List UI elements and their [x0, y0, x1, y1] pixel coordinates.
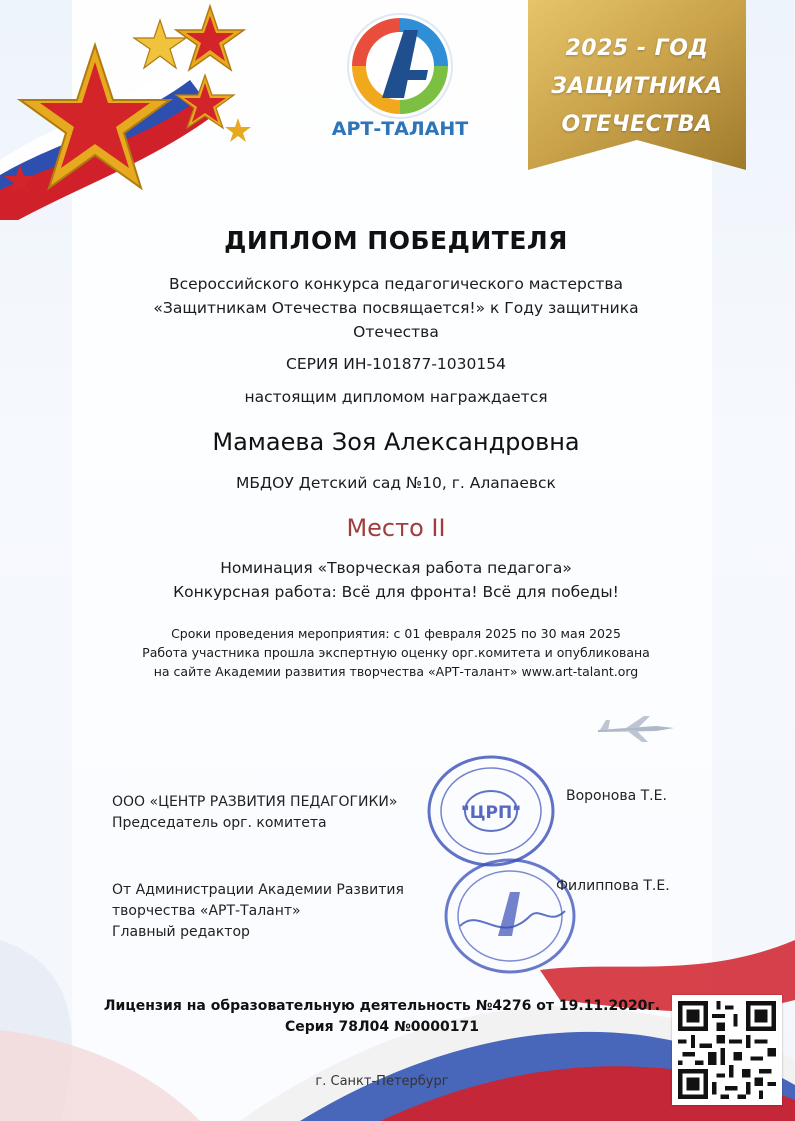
- license-line-1: Лицензия на образовательную деятельность №4276 от 19.11.2020г.: [103, 998, 661, 1014]
- event-details: [72, 624, 720, 681]
- ribbon-line-2: ЗАЩИТНИКА: [551, 74, 723, 99]
- crp-stamp-icon: [424, 752, 558, 870]
- logo-label: АРТ-ТАЛАНТ: [331, 118, 469, 140]
- recipient-name: Мамаева Зоя Александровна: [212, 428, 580, 456]
- qr-code-icon: [674, 997, 780, 1103]
- signature-org-1: ООО «ЦЕНТР РАЗВИТИЯ ПЕДАГОГИКИ»: [112, 794, 398, 810]
- city-label: г. Санкт-Петербург: [315, 1074, 449, 1089]
- nomination-block: [72, 556, 720, 604]
- series-number: СЕРИЯ ИН-101877-1030154: [286, 355, 506, 373]
- details-line-3: на сайте Академии развития творчества «АРТ-талант» www.art-talant.org: [153, 664, 639, 679]
- contest-line-3: Отечества: [353, 323, 439, 341]
- awarded-text: настоящим дипломом награждается: [244, 388, 548, 406]
- contest-line-2: «Защитникам Отечества посвящается!» к Году защитника: [153, 299, 639, 317]
- signature-line-2b: творчества «АРТ-Талант»: [112, 903, 301, 919]
- license-text: [72, 996, 692, 1038]
- ribbon-line-3: ОТЕЧЕСТВА: [561, 112, 713, 137]
- jet-plane-icon: [596, 712, 676, 744]
- signer-name-2: Филиппова Т.Е.: [556, 878, 670, 894]
- contest-line-1: Всероссийского конкурса педагогического мастерства: [168, 275, 624, 293]
- details-line-2: Работа участника прошла экспертную оценку орг.комитета и опубликована: [142, 645, 650, 660]
- signature-block-1: [112, 792, 397, 834]
- place-award: Место II: [346, 514, 446, 542]
- ribbon-text: [528, 30, 746, 144]
- signature-role-1: Председатель орг. комитета: [112, 815, 327, 831]
- qr-code[interactable]: [672, 995, 782, 1105]
- work-line: Конкурсная работа: Всё для фронта! Всё для победы!: [173, 583, 619, 601]
- contest-description: [72, 272, 720, 344]
- diploma-title: ДИПЛОМ ПОБЕДИТЕЛЯ: [224, 226, 568, 255]
- stamp-text: "ЦРП": [460, 803, 522, 823]
- signature-line-2c: Главный редактор: [112, 924, 250, 940]
- recipient-organization: МБДОУ Детский сад №10, г. Алапаевск: [236, 474, 556, 492]
- details-line-1: Сроки проведения мероприятия: с 01 февраля 2025 по 30 мая 2025: [171, 626, 621, 641]
- nomination-line: Номинация «Творческая работа педагога»: [220, 559, 572, 577]
- license-line-2: Серия 78Л04 №0000171: [285, 1019, 479, 1035]
- ribbon-line-1: 2025 - ГОД: [565, 36, 709, 61]
- signature-line-2a: От Администрации Академии Развития: [112, 882, 404, 898]
- stars-decoration-icon: [0, 0, 270, 220]
- signer-name-1: Воронова Т.Е.: [566, 788, 667, 804]
